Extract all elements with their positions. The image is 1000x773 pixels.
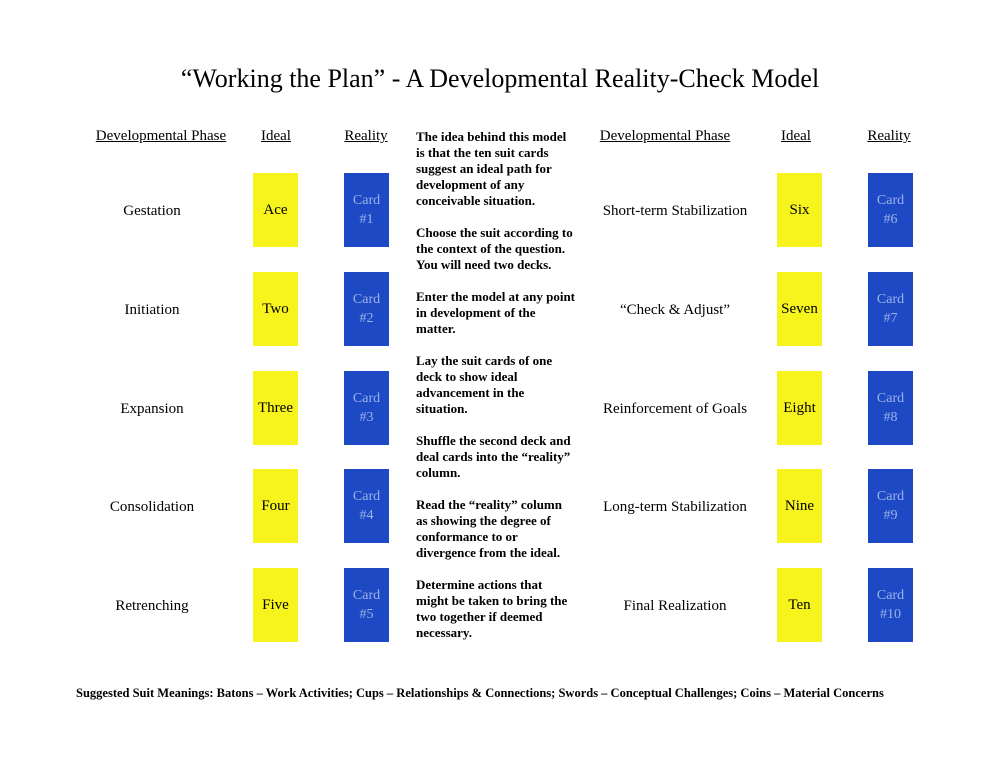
reality-card-label: Card — [876, 391, 905, 406]
reality-card-label: Card — [352, 193, 381, 208]
reality-card-label: Card — [876, 588, 905, 603]
reality-card-number: #6 — [883, 212, 898, 227]
instruction-paragraph: Read the “reality” column as showing the degree of conformance to or divergence from the ideal. — [416, 497, 562, 560]
reality-card-number: #2 — [359, 311, 374, 326]
reality-card — [344, 371, 389, 445]
reality-card-number: #10 — [880, 607, 901, 622]
ideal-card: Eight — [777, 371, 822, 445]
ideal-card: Four — [253, 469, 298, 543]
phase-label: Gestation — [123, 203, 181, 219]
instruction-paragraph: The idea behind this model is that the ten suit cards suggest an ideal path for development of any conceivable situation. — [416, 129, 567, 208]
reality-card — [344, 272, 389, 346]
reality-card-label: Card — [352, 391, 381, 406]
phase-label: Consolidation — [109, 499, 195, 515]
instruction-paragraph: Determine actions that might be taken to bring the two together if deemed necessary. — [416, 577, 568, 640]
ideal-card: Ten — [777, 568, 822, 642]
ideal-card: Two — [253, 272, 298, 346]
reality-card — [344, 568, 389, 642]
ideal-card: Ace — [253, 173, 298, 247]
instruction-paragraph: Enter the model at any point in development of the matter. — [416, 289, 576, 336]
reality-card — [868, 173, 913, 247]
phase-label: Reinforcement of Goals — [602, 401, 748, 417]
header-phase-right: Developmental Phase — [599, 128, 731, 144]
reality-card-number: #8 — [883, 410, 898, 425]
phase-label: Long-term Stabilization — [603, 499, 747, 515]
phase-label: Expansion — [120, 401, 184, 417]
instruction-paragraph: Choose the suit according to the context of the question. You will need two decks. — [416, 225, 573, 272]
reality-card-number: #9 — [883, 508, 898, 523]
reality-card-number: #4 — [359, 508, 374, 523]
header-phase-left: Developmental Phase — [95, 128, 227, 144]
instruction-paragraph: Shuffle the second deck and deal cards into the “reality” column. — [416, 433, 571, 480]
reality-card-label: Card — [352, 588, 381, 603]
ideal-card: Five — [253, 568, 298, 642]
reality-card-number: #7 — [883, 311, 898, 326]
phase-label: Retrenching — [115, 598, 189, 614]
reality-card — [868, 272, 913, 346]
reality-card — [344, 469, 389, 543]
suit-meanings-footer: Suggested Suit Meanings: Batons – Work Activities; Cups – Relationships & Connections; Swords – Conceptual Challenges; Coins – Material Concerns — [76, 686, 884, 700]
reality-card-label: Card — [352, 489, 381, 504]
reality-card-label: Card — [352, 292, 381, 307]
instruction-paragraph: Lay the suit cards of one deck to show ideal advancement in the situation. — [416, 353, 553, 416]
reality-card-number: #1 — [359, 212, 374, 227]
phase-label: Initiation — [124, 302, 180, 318]
reality-card — [868, 371, 913, 445]
phase-label: “Check & Adjust” — [620, 302, 730, 318]
reality-card-label: Card — [876, 193, 905, 208]
header-ideal-right: Ideal — [781, 128, 811, 144]
phase-label: Short-term Stabilization — [602, 203, 748, 219]
ideal-card: Seven — [777, 272, 822, 346]
page-title: “Working the Plan” - A Developmental Reality-Check Model — [180, 64, 820, 93]
reality-card — [868, 469, 913, 543]
ideal-card: Three — [253, 371, 298, 445]
header-ideal-left: Ideal — [261, 128, 291, 144]
phase-label: Final Realization — [623, 598, 727, 614]
reality-card — [344, 173, 389, 247]
instructions — [416, 129, 576, 657]
header-reality-left: Reality — [344, 128, 388, 144]
reality-card — [868, 568, 913, 642]
reality-card-number: #5 — [359, 607, 374, 622]
reality-card-label: Card — [876, 292, 905, 307]
ideal-card: Six — [777, 173, 822, 247]
ideal-card: Nine — [777, 469, 822, 543]
reality-card-number: #3 — [359, 410, 374, 425]
reality-card-label: Card — [876, 489, 905, 504]
header-reality-right: Reality — [867, 128, 911, 144]
